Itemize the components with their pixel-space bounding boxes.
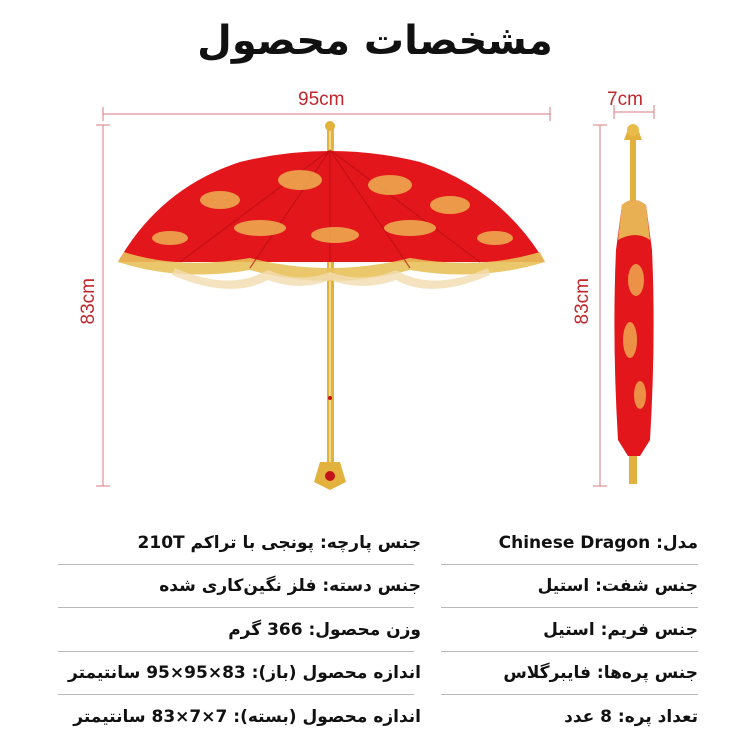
spec-ribs-material: جنس پره‌ها: فایبرگلاس [503,663,698,683]
spec-handle: جنس دسته: فلز نگین‌کاری شده [159,576,421,596]
spec-open-size: اندازه محصول (باز): 83×95×95 سانتیمتر [68,663,421,683]
closed-height-label: 83cm [572,278,593,325]
divider [441,564,698,565]
spec-shaft: جنس شفت: استیل [537,576,698,596]
spec-row [58,698,698,736]
divider [441,651,698,652]
divider [441,694,698,695]
spec-frame: جنس فریم: استیل [543,620,698,640]
spec-row [58,611,698,649]
divider [58,651,414,652]
open-height-label: 83cm [78,278,99,325]
spec-model: مدل: Chinese Dragon [498,533,698,553]
spec-weight: وزن محصول: 366 گرم [228,620,421,640]
divider [441,607,698,608]
closed-width-label: 7cm [607,89,643,110]
divider [58,694,414,695]
spec-row [58,567,698,605]
page-title: مشخصات محصول [197,18,553,64]
open-umbrella [118,121,545,490]
spec-row [58,524,698,562]
spec-closed-size: اندازه محصول (بسته): 7×7×83 سانتیمتر [73,707,421,727]
spec-fabric: جنس پارچه: پونجی با تراکم 210T [137,533,421,553]
spec-row [58,654,698,692]
spec-rib-count: تعداد پره: 8 عدد [564,707,698,727]
divider [58,564,414,565]
closed-umbrella [614,124,653,484]
open-width-label: 95cm [298,89,345,110]
divider [58,607,414,608]
